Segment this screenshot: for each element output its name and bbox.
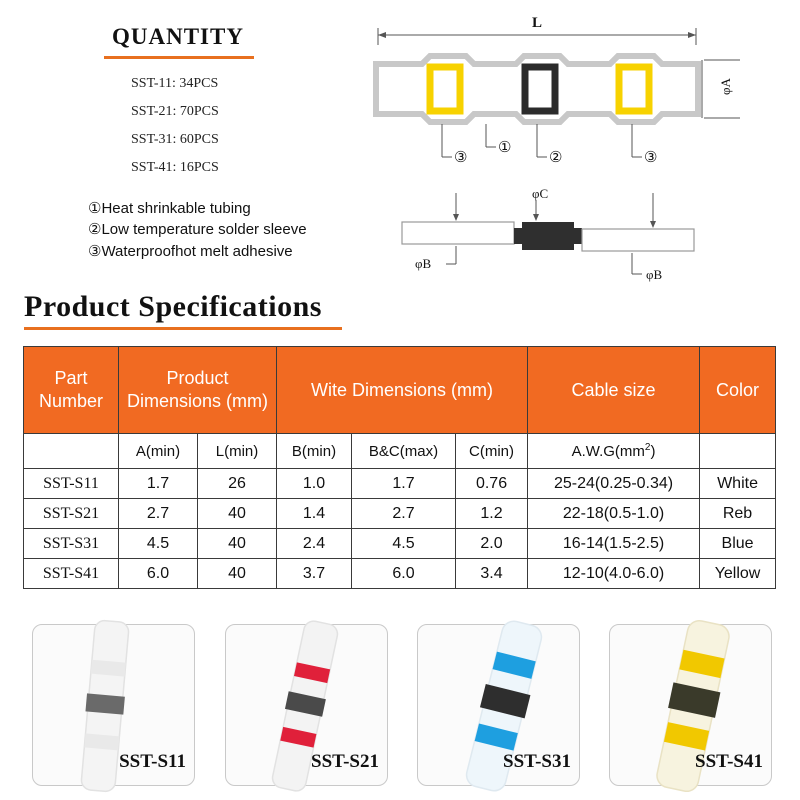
solder-sleeve — [525, 67, 555, 111]
cell-b-min: 3.7 — [277, 559, 352, 589]
subheader-a-min: A(min) — [119, 434, 198, 469]
adhesive-ring-right — [619, 67, 649, 111]
cell-bc-max: 4.5 — [352, 529, 456, 559]
quantity-item: SST-11: 34PCS — [131, 76, 219, 91]
solder-ring — [85, 693, 124, 714]
cell-awg: 12-10(4.0-6.0) — [528, 559, 700, 589]
cell-part-number: SST-S31 — [24, 529, 119, 559]
product-label: SST-S41 — [695, 751, 763, 772]
quantity-underline — [104, 56, 254, 59]
diameter-a-label: φA — [718, 78, 733, 95]
cell-l-min: 40 — [198, 499, 277, 529]
quantity-item: SST-31: 60PCS — [131, 132, 219, 147]
product-card — [225, 624, 388, 786]
cell-part-number: SST-S21 — [24, 499, 119, 529]
diameter-b-label-right: φB — [646, 267, 663, 282]
cell-part-number: SST-S41 — [24, 559, 119, 589]
specifications-underline — [24, 327, 342, 330]
legend-item-solder-sleeve: ②Low temperature solder sleeve — [88, 221, 307, 238]
cell-a-min: 2.7 — [119, 499, 198, 529]
cell-a-min: 4.5 — [119, 529, 198, 559]
wire-right — [582, 229, 694, 251]
length-label: L — [532, 15, 543, 31]
header-wire-dimensions: Wite Dimensions (mm) — [277, 347, 528, 434]
table-header-row — [24, 347, 776, 434]
cell-c-min: 3.4 — [456, 559, 528, 589]
diameter-c-label: φC — [532, 186, 549, 201]
cell-color: Reb — [700, 499, 776, 529]
subheader-awg: $A.W.G(mm^2)$ — [528, 434, 700, 469]
specifications-title: Product Specifications — [24, 290, 322, 323]
table-row — [24, 559, 776, 589]
cell-a-min: 1.7 — [119, 469, 198, 499]
cell-l-min: 40 — [198, 559, 277, 589]
wire-left — [402, 222, 514, 244]
product-label: SST-S21 — [311, 751, 379, 772]
table-subheader-row — [24, 434, 776, 469]
specifications-table — [23, 346, 776, 589]
cell-l-min: 40 — [198, 529, 277, 559]
legend-item-heat-shrink: ①Heat shrinkable tubing — [88, 200, 251, 217]
cell-l-min: 26 — [198, 469, 277, 499]
cell-b-min: 1.4 — [277, 499, 352, 529]
adhesive-ring-left — [430, 67, 460, 111]
subheader-l-min: L(min) — [198, 434, 277, 469]
cell-c-min: 2.0 — [456, 529, 528, 559]
callout-1: ① — [498, 140, 512, 156]
quantity-item: SST-41: 16PCS — [131, 160, 219, 175]
cell-color: Yellow — [700, 559, 776, 589]
subheader-bc-max: B&C(max) — [352, 434, 456, 469]
cell-awg: 16-14(1.5-2.5) — [528, 529, 700, 559]
product-label: SST-S11 — [119, 751, 186, 772]
cell-bc-max: 1.7 — [352, 469, 456, 499]
legend-item-adhesive: ③Waterproofhot melt adhesive — [88, 243, 293, 260]
callout-3-left: ③ — [454, 150, 468, 166]
cell-bc-max: 2.7 — [352, 499, 456, 529]
adhesive-band — [84, 733, 119, 750]
callout-3-right: ③ — [644, 150, 658, 166]
subheader-empty — [24, 434, 119, 469]
diameter-b-label-left: φB — [415, 256, 432, 271]
cell-awg: 25-24(0.25-0.34) — [528, 469, 700, 499]
subheader-b-min: B(min) — [277, 434, 352, 469]
cell-c-min: 1.2 — [456, 499, 528, 529]
product-label: SST-S31 — [503, 751, 571, 772]
callout-2: ② — [549, 150, 563, 166]
product-card — [32, 624, 195, 786]
solder-cross-section — [514, 222, 582, 250]
cell-color: White — [700, 469, 776, 499]
cell-bc-max: 6.0 — [352, 559, 456, 589]
product-card — [417, 624, 580, 786]
connector-diagram — [370, 0, 733, 290]
quantity-title: QUANTITY — [112, 24, 244, 49]
cell-b-min: 2.4 — [277, 529, 352, 559]
table-row — [24, 469, 776, 499]
subheader-empty — [700, 434, 776, 469]
cell-c-min: 0.76 — [456, 469, 528, 499]
header-cable-size: Cable size — [528, 347, 700, 434]
table-row — [24, 529, 776, 559]
header-product-dimensions: Product Dimensions (mm) — [119, 347, 277, 434]
cell-color: Blue — [700, 529, 776, 559]
quantity-item: SST-21: 70PCS — [131, 104, 219, 119]
table-row — [24, 499, 776, 529]
cell-awg: 22-18(0.5-1.0) — [528, 499, 700, 529]
subheader-c-min: C(min) — [456, 434, 528, 469]
header-color: Color — [700, 347, 776, 434]
cell-a-min: 6.0 — [119, 559, 198, 589]
adhesive-band — [91, 660, 126, 677]
cell-b-min: 1.0 — [277, 469, 352, 499]
product-card — [609, 624, 772, 786]
header-part-number: Part Number — [24, 347, 119, 434]
cell-part-number: SST-S11 — [24, 469, 119, 499]
